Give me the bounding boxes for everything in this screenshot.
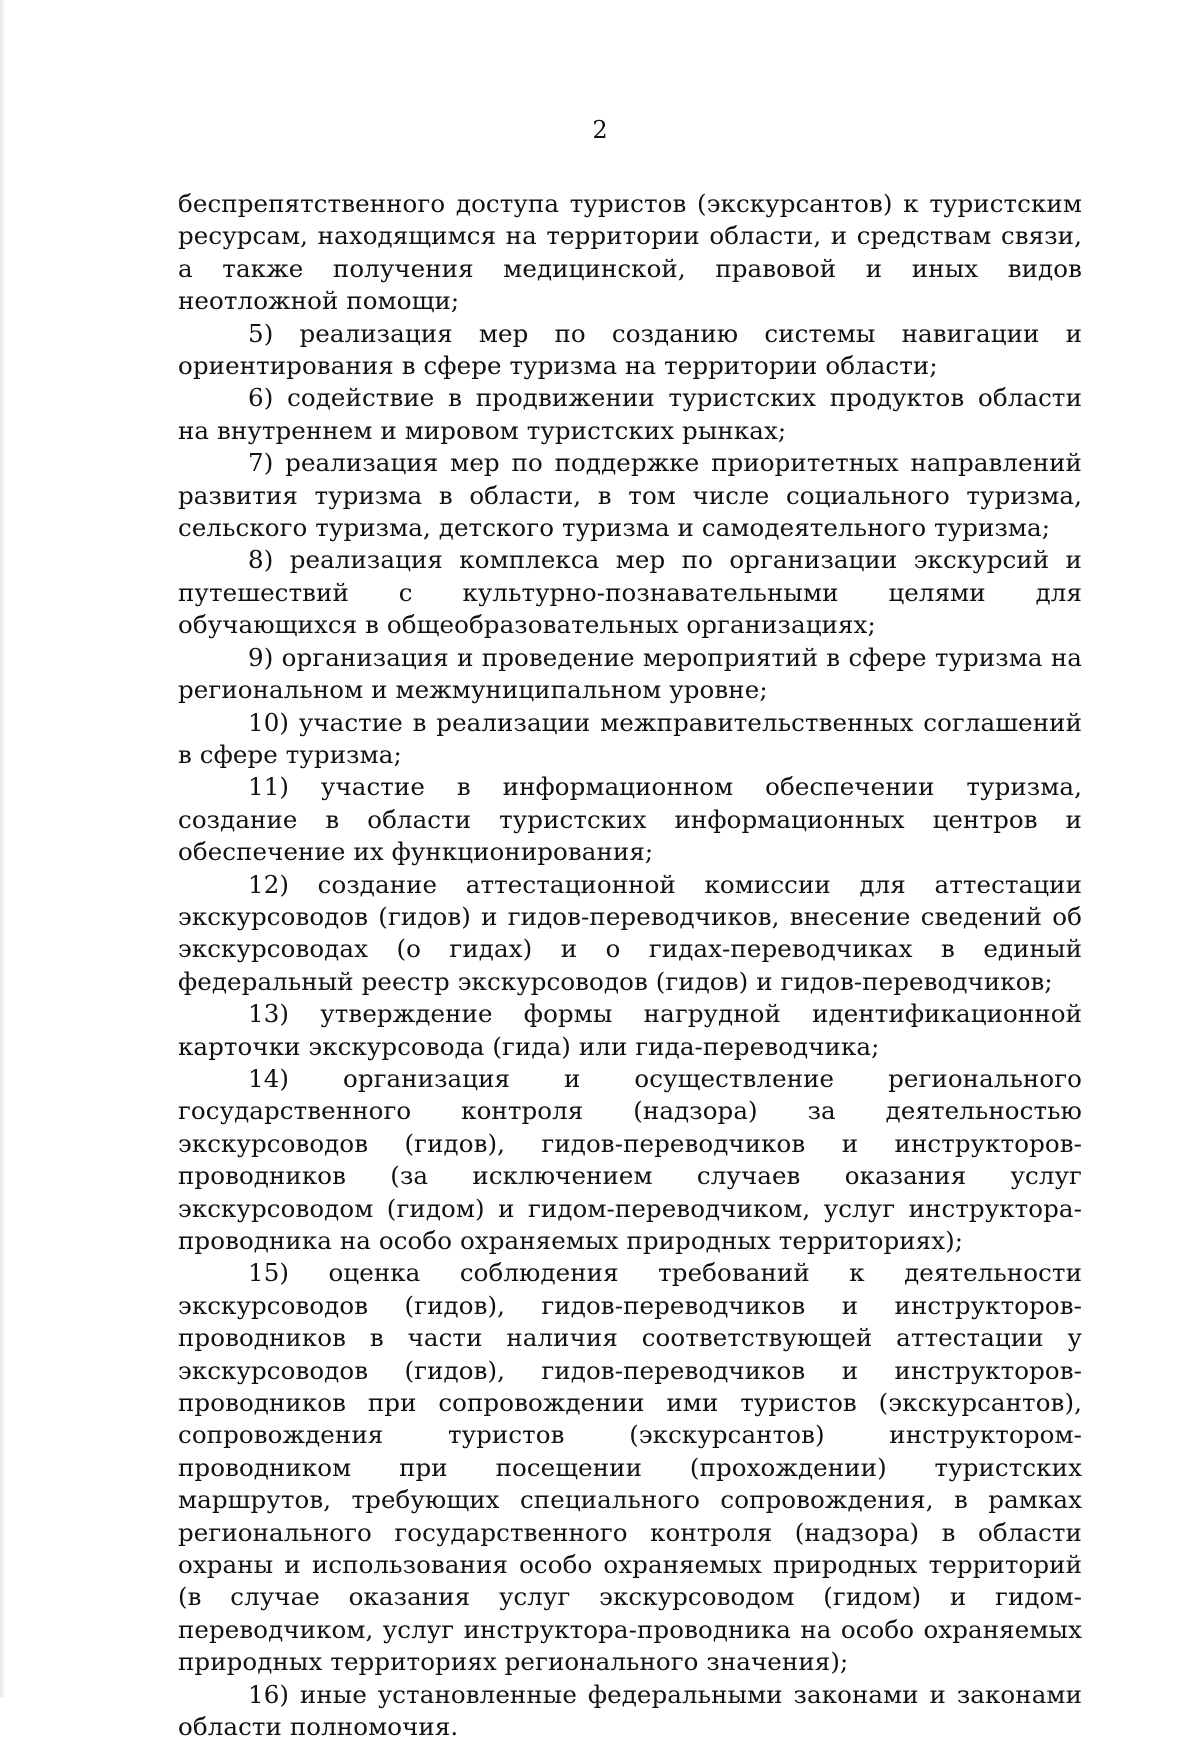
list-item-9: 9) организация и проведение мероприятий в сфере туризма на региональном и межмуниципальном уровне; [178, 642, 1082, 705]
list-item-13: 13) утверждение формы нагрудной идентификационной карточки экскурсовода (гида) или гида-переводчика; [178, 999, 1082, 1061]
page-number: 2 [592, 116, 608, 144]
list-item-8: 8) реализация комплекса мер по организации экскурсий и путешествий с культурно-познавательными целями для обучающихся в общеобразовательных организациях; [178, 545, 1082, 640]
list-item-15: 15) оценка соблюдения требований к деятельности экскурсоводов (гидов), гидов-переводчиков и инструкторов-проводников в части наличия соответствующей аттестации у экскурсоводов (гидов), гидов-переводчиков и инструкторов-проводников при сопровождении ими туристов (экскурсантов), сопровождения туристов (экскурсантов) инструктором-проводником при посещении (прохождении) туристских маршрутов, требующих специального сопровождения, в рамках регионального государственного контроля (надзора) в области охраны и использования особо охраняемых природных территорий (в случае оказания услуг экскурсоводом (гидом) и гидом-переводчиком, услуг инструктора-проводника на особо охраняемых природных территориях регионального значения); [178, 1258, 1082, 1677]
list-item-5: 5) реализация мер по созданию системы навигации и ориентирования в сфере туризма на территории области; [178, 318, 1082, 381]
list-item-6: 6) содействие в продвижении туристских продуктов области на внутреннем и мировом туристских рынках; [178, 383, 1082, 445]
list-item-7: 7) реализация мер по поддержке приоритетных направлений развития туризма в области, в том числе социального туризма, сельского туризма, детского туризма и самодеятельного туризма; [178, 448, 1082, 543]
list-item-10: 10) участие в реализации межправительственных соглашений в сфере туризма; [178, 707, 1082, 769]
scan-binding-edge [0, 0, 6, 1697]
list-item-11: 11) участие в информационном обеспечении туризма, создание в области туристских информационных центров и обеспечение их функционирования; [178, 772, 1082, 867]
paragraph-continuation: беспрепятственного доступа туристов (экскурсантов) к туристским ресурсам, находящимся на территории области, и средствам связи, а также получения медицинской, правовой и иных видов неотложной помощи; [178, 189, 1082, 316]
list-item-14: 14) организация и осуществление регионального государственного контроля (надзора) за деятельностью экскурсоводов (гидов), гидов-переводчиков и инструкторов-проводников (за исключением случаев оказания услуг экскурсоводом (гидом) и гидом-переводчиком, услуг инструктора-проводника на особо охраняемых природных территориях); [178, 1063, 1082, 1255]
list-item-16: 16) иные установленные федеральными законами и законами области полномочия. [178, 1679, 1082, 1742]
document-body [178, 188, 1082, 1744]
list-item-12: 12) создание аттестационной комиссии для аттестации экскурсоводов (гидов) и гидов-переводчиков, внесение сведений об экскурсоводах (о гидах) и о гидах-переводчиках в единый федеральный реестр экскурсоводов (гидов) и гидов-переводчиков; [178, 869, 1082, 996]
